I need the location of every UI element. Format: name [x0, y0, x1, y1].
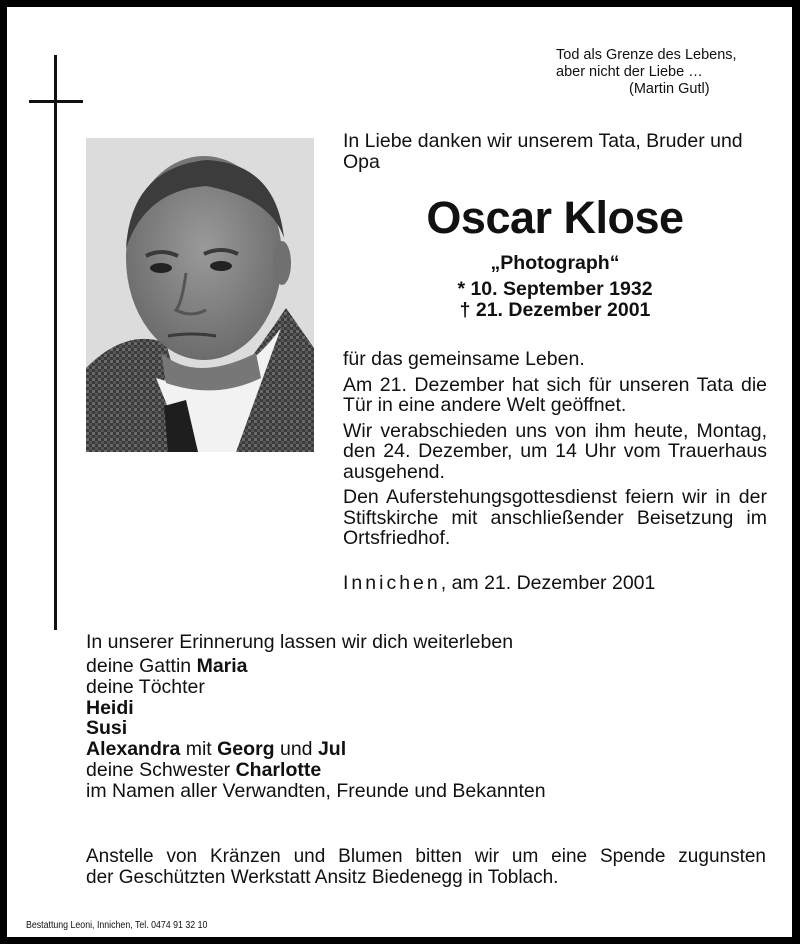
motto-author: (Martin Gutl) [628, 81, 710, 97]
deceased-occupation: „Photograph“ [490, 252, 620, 274]
relative-name: Alexandra [86, 738, 181, 761]
relative-name: Heidi [86, 696, 134, 719]
body-paragraph: Wir verabschieden uns von ihm heute, Montag, den 24. Dezember, um 14 Uhr vom Trauerhaus ausgehend. [343, 419, 767, 483]
donation-line-1: Anstelle von Kränzen und Blumen bitten wir um eine Spende zugunsten [86, 846, 766, 867]
relation-label: deine Gattin [86, 655, 197, 677]
body-text [343, 349, 767, 554]
body-paragraph: Den Auferstehungsgottesdienst feiern wir in der Stiftskirche mit anschließender Beisetzung im Ortsfriedhof. [343, 486, 767, 549]
portrait-photo [86, 138, 314, 452]
cross-vertical-bar [54, 55, 57, 630]
portrait-icon [86, 138, 314, 452]
intro-text: In Liebe danken wir unserem Tata, Bruder und Opa [343, 130, 743, 173]
death-date: † 21. Dezember 2001 [459, 299, 651, 321]
family-line [86, 718, 546, 739]
birth-date: * 10. September 1932 [457, 278, 653, 300]
place-name: Innichen [343, 572, 441, 594]
donation-line-2: der Geschützten Werkstatt Ansitz Biedenegg in Toblach. [86, 867, 559, 888]
family-line [86, 739, 546, 760]
relation-label: deine Schwester [86, 758, 236, 781]
relation-label: deine Töchter [86, 675, 205, 698]
cross-horizontal-bar [29, 100, 83, 103]
relative-name: Maria [196, 655, 248, 677]
connector-text: mit [180, 738, 218, 761]
relative-name: Jul [317, 738, 347, 761]
family-lead: In unserer Erinnerung lassen wir dich weiterleben [86, 631, 514, 653]
family-line [86, 760, 546, 781]
family-line [86, 677, 546, 698]
deceased-name: Oscar Klose [426, 192, 684, 243]
life-dates [343, 279, 767, 321]
family-list [86, 631, 546, 802]
relative-name: Charlotte [235, 758, 322, 781]
relative-name: Georg [217, 738, 275, 761]
motto-quote [556, 47, 737, 98]
connector-text: und [274, 738, 318, 761]
motto-line-1: Tod als Grenze des Lebens, [556, 47, 737, 63]
family-line [86, 698, 546, 719]
family-line [86, 781, 546, 802]
family-line [86, 656, 546, 677]
donation-request [86, 846, 766, 888]
body-paragraph: für das gemeinsame Leben. [343, 348, 585, 370]
relative-name: Susi [86, 717, 128, 740]
place-and-date [343, 572, 655, 594]
relation-label: im Namen aller Verwandten, Freunde und Bekannten [86, 779, 546, 802]
motto-line-2: aber nicht der Liebe … [556, 64, 703, 80]
body-paragraph: Am 21. Dezember hat sich für unseren Tata die Tür in eine andere Welt geöffnet. [343, 373, 767, 416]
date-text: , am 21. Dezember 2001 [440, 572, 656, 594]
funeral-home-footer: Bestattung Leoni, Innichen, Tel. 0474 91 32 10 [26, 920, 208, 931]
obituary-page [7, 7, 792, 937]
